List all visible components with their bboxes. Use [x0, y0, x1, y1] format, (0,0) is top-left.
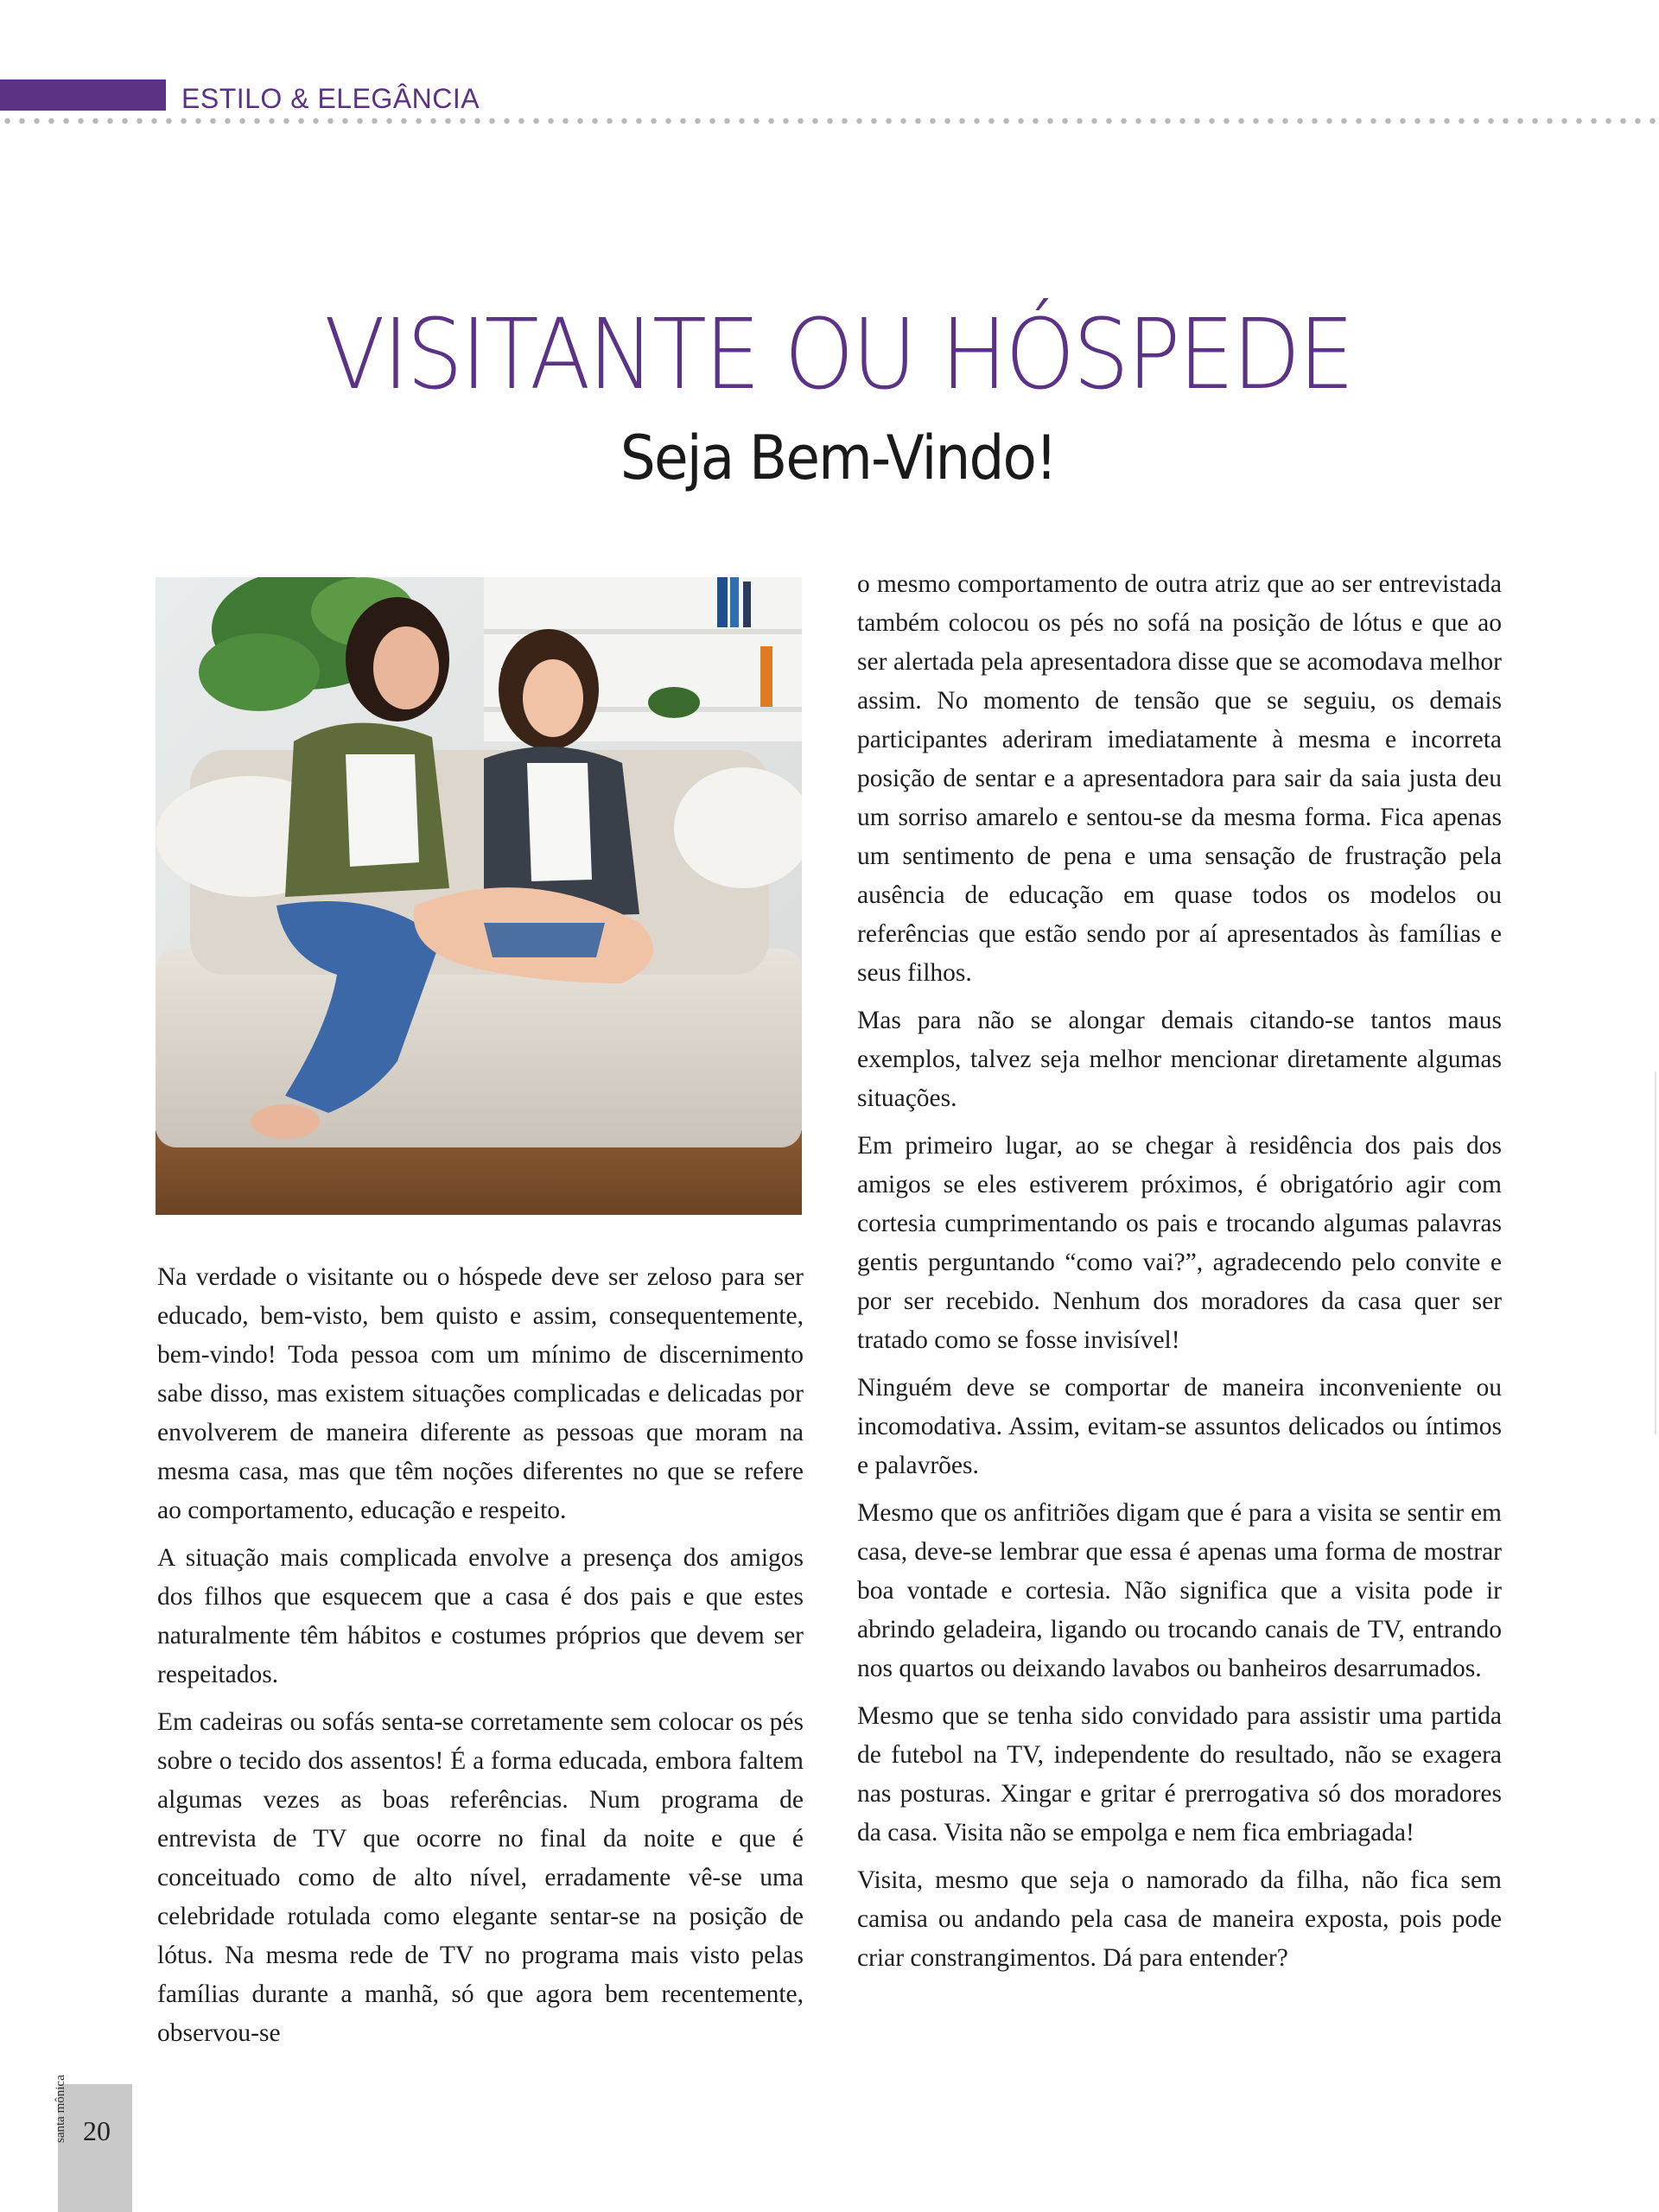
page-number: 20 [83, 2115, 111, 2146]
article-column-left [157, 1258, 804, 2062]
paragraph: Mesmo que se tenha sido convidado para assistir uma partida de futebol na TV, independente do resultado, não se exagera nas posturas. Xingar e gritar é prerrogativa só dos moradores da casa. Visita não se empolga e nem fica embriagada! [857, 1702, 1502, 1847]
paragraph: Na verdade o visitante ou o hóspede deve ser zeloso para ser educado, bem-visto, bem quisto e assim, consequentemente, bem-vindo! Toda pessoa com um mínimo de discernimento sabe disso, mas existem situações complicadas e delicadas por envolverem de maneira diferente as pessoas que moram na mesma casa, mas que têm noções diferentes no que se refere ao comportamento, educação e respeito. [157, 1263, 804, 1524]
footer-tab [58, 2084, 132, 2212]
article-column-right [857, 565, 1502, 1986]
article-subtitle: Seja Bem-Vindo! [620, 423, 1057, 493]
paragraph: Em cadeiras ou sofás senta-se corretamente sem colocar os pés sobre o tecido dos assentos! É a forma educada, embora faltem algumas vezes as boas referências. Num programa de entrevista de TV que ocorre no final da noite e que é conceituado como de alto nível, erradamente vê-se uma celebridade rotulada como elegante sentar-se na posição de lótus. Na mesma rede de TV no programa mais visto pelas famílias durante a manhã, só que agora bem recentemente, observou-se [157, 1708, 804, 2047]
paragraph: Mesmo que os anfitriões digam que é para a visita se sentir em casa, deve-se lembrar que essa é apenas uma forma de mostrar boa vontade e cortesia. Não significa que a visita pode ir abrindo geladeira, ligando ou trocando canais de TV, entrando nos quartos ou deixando lavabos ou banheiros desarrumados. [857, 1499, 1502, 1682]
section-color-bar [0, 79, 166, 111]
paragraph: A situação mais complicada envolve a presença dos amigos dos filhos que esquecem que a casa é dos pais e que estes naturalmente têm hábitos e costumes próprios que devem ser respeitados. [157, 1544, 804, 1688]
section-label: ESTILO & ELEGÂNCIA [181, 83, 480, 114]
paragraph: Visita, mesmo que seja o namorado da filha, não fica sem camisa ou andando pela casa de maneira exposta, pois pode criar constrangimentos. Dá para entender? [857, 1866, 1502, 1972]
article-photo [156, 577, 802, 1215]
page-edge-line [1655, 1071, 1656, 1434]
paragraph: o mesmo comportamento de outra atriz que ao ser entrevistada também colocou os pés no sofá na posição de lótus e que ao ser alertada pela apresentadora disse que se acomodava melhor assim. No momento de tensão que se seguiu, os demais participantes aderiram imediatamente à mesma e incorreta posição de sentar e a apresentadora para sair da saia justa deu um sorriso amarelo e sentou-se da mesma forma. Fica apenas um sentimento de pena e uma sensação de frustração pela ausência de educação em quase todos os modelos ou referências que estão sendo por aí apresentados às famílias e seus filhos. [857, 570, 1502, 987]
article-title: VISITANTE OU HÓSPEDE [324, 299, 1352, 411]
paragraph: Ninguém deve se comportar de maneira inconveniente ou incomodativa. Assim, evitam-se assuntos delicados ou íntimos e palavrões. [857, 1374, 1502, 1479]
paragraph: Em primeiro lugar, ao se chegar à residência dos pais dos amigos se eles estiverem próximos, é obrigatório agir com cortesia cumprimentando os pais e trocando algumas palavras gentis perguntando “como vai?”, agradecendo pelo convite e por ser recebido. Nenhum dos moradores da casa quer ser tratado como se fosse invisível! [857, 1132, 1502, 1354]
paragraph: Mas para não se alongar demais citando-se tantos maus exemplos, talvez seja melhor mencionar diretamente algumas situações. [857, 1007, 1502, 1112]
magazine-brand: santa mônica [54, 2075, 67, 2143]
dotted-divider [0, 118, 1659, 124]
